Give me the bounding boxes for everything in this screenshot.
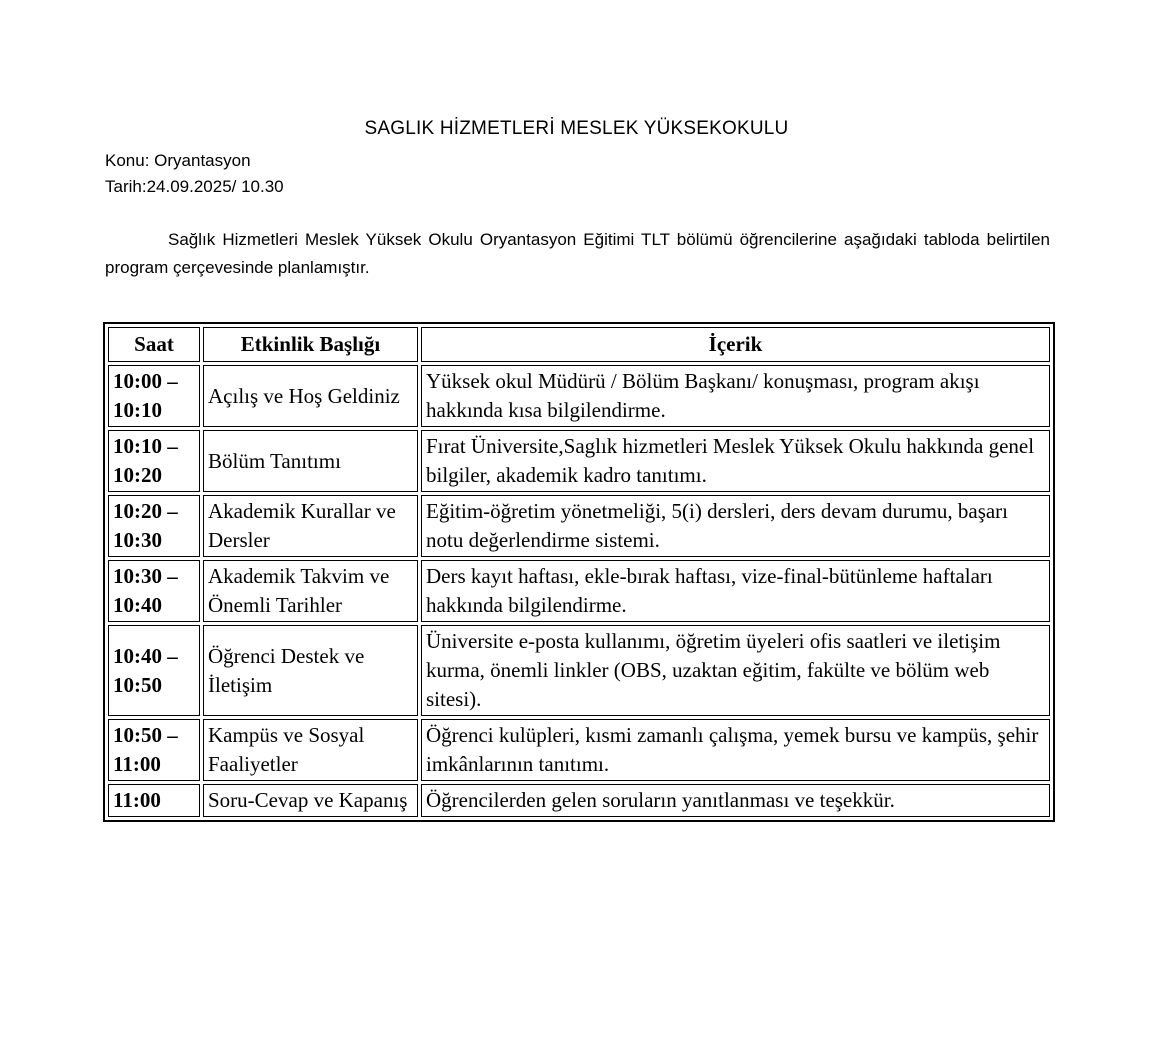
etkinlik-cell: Soru-Cevap ve Kapanış <box>203 784 418 817</box>
icerik-cell: Yüksek okul Müdürü / Bölüm Başkanı/ konuşması, program akışı hakkında kısa bilgilendirme. <box>421 365 1050 427</box>
saat-cell: 10:00 – 10:10 <box>108 365 200 427</box>
table-row <box>108 784 1050 817</box>
orientation-schedule-table <box>103 322 1055 822</box>
saat-cell: 10:20 – 10:30 <box>108 495 200 557</box>
table-row <box>108 625 1050 716</box>
table-row <box>108 719 1050 781</box>
tarih-line: Tarih:24.09.2025/ 10.30 <box>105 177 284 196</box>
table-row <box>108 495 1050 557</box>
etkinlik-cell: Kampüs ve Sosyal Faaliyetler <box>203 719 418 781</box>
header-saat: Saat <box>108 327 200 362</box>
header-etkinlik: Etkinlik Başlığı <box>203 327 418 362</box>
meta-block <box>105 148 284 200</box>
icerik-cell: Öğrenci kulüpleri, kısmi zamanlı çalışma, yemek bursu ve kampüs, şehir imkânlarının tanıtımı. <box>421 719 1050 781</box>
icerik-cell: Eğitim-öğretim yönetmeliği, 5(i) dersleri, ders devam durumu, başarı notu değerlendirme sistemi. <box>421 495 1050 557</box>
etkinlik-cell: Öğrenci Destek ve İletişim <box>203 625 418 716</box>
page-title: SAGLIK HİZMETLERİ MESLEK YÜKSEKOKULU <box>364 118 789 139</box>
etkinlik-cell: Açılış ve Hoş Geldiniz <box>203 365 418 427</box>
table-row <box>108 365 1050 427</box>
icerik-cell: Fırat Üniversite,Saglık hizmetleri Meslek Yüksek Okulu hakkında genel bilgiler, akademik kadro tanıtımı. <box>421 430 1050 492</box>
header-icerik: İçerik <box>421 327 1050 362</box>
saat-cell: 10:30 – 10:40 <box>108 560 200 622</box>
icerik-cell: Öğrencilerden gelen soruların yanıtlanması ve teşekkür. <box>421 784 1050 817</box>
saat-cell: 11:00 <box>108 784 200 817</box>
konu-line: Konu: Oryantasyon <box>105 151 251 170</box>
saat-cell: 10:10 – 10:20 <box>108 430 200 492</box>
etkinlik-cell: Akademik Kurallar ve Dersler <box>203 495 418 557</box>
etkinlik-cell: Bölüm Tanıtımı <box>203 430 418 492</box>
table-row <box>108 560 1050 622</box>
saat-cell: 10:50 – 11:00 <box>108 719 200 781</box>
icerik-cell: Üniversite e-posta kullanımı, öğretim üyeleri ofis saatleri ve iletişim kurma, önemli linkler (OBS, uzaktan eğitim, fakülte ve bölüm web sitesi). <box>421 625 1050 716</box>
icerik-cell: Ders kayıt haftası, ekle-bırak haftası, vize-final-bütünleme haftaları hakkında bilgilendirme. <box>421 560 1050 622</box>
intro-paragraph: Sağlık Hizmetleri Meslek Yüksek Okulu Oryantasyon Eğitimi TLT bölümü öğrencilerine aşağıdaki tabloda belirtilen program çerçevesinde planlamıştır. <box>105 230 1050 277</box>
table-header-row <box>108 327 1050 362</box>
table-row <box>108 430 1050 492</box>
saat-cell: 10:40 – 10:50 <box>108 625 200 716</box>
etkinlik-cell: Akademik Takvim ve Önemli Tarihler <box>203 560 418 622</box>
